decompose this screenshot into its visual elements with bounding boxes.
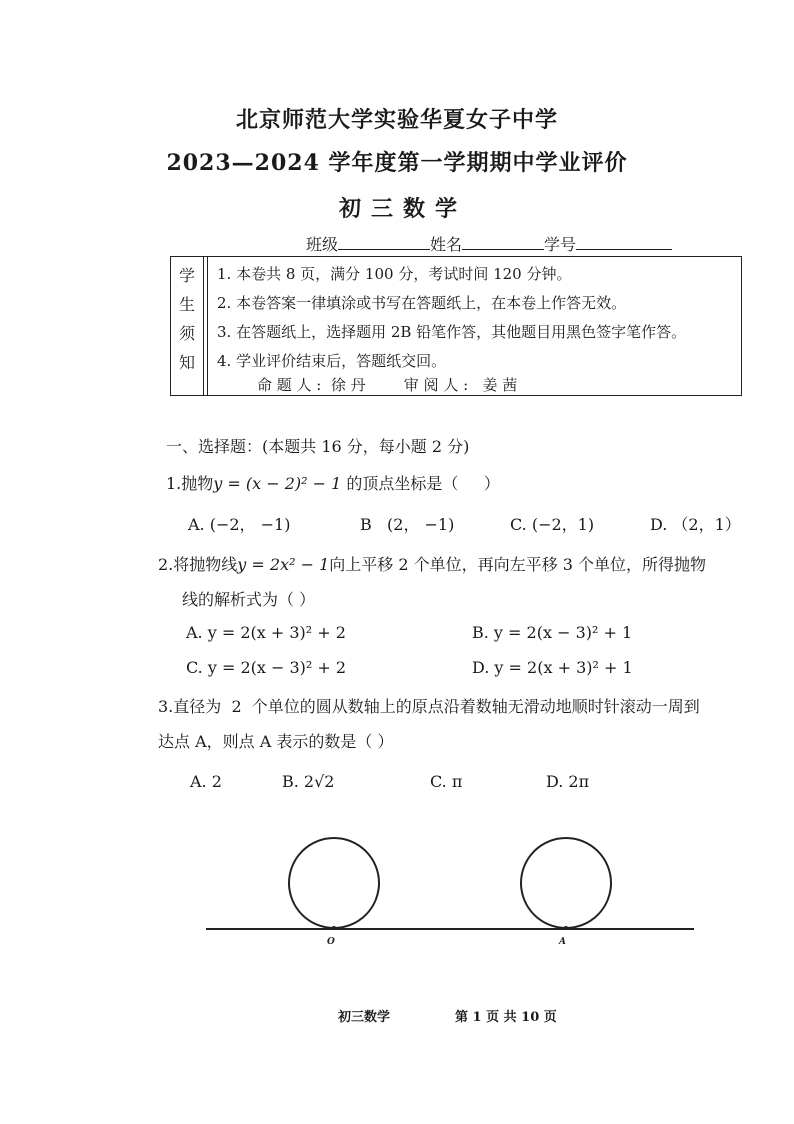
q3-option-c[interactable]: C. π <box>430 772 463 791</box>
notice-authors: 命 题 人 : 徐 丹 审 阅 人 : 姜 茜 <box>257 376 518 394</box>
q2-option-a[interactable]: A. y = 2(x + 3)² + 2 <box>186 623 346 642</box>
q2-option-b[interactable]: B. y = 2(x − 3)² + 1 <box>472 623 633 642</box>
q2-option-d[interactable]: D. y = 2(x + 3)² + 1 <box>472 658 633 677</box>
student-notice-box <box>170 256 742 396</box>
origin-label: O <box>327 937 335 947</box>
footer-page: 第 1 页 共 10 页 <box>455 1010 557 1025</box>
question-2 <box>158 552 706 575</box>
subject-title: 初三数学 <box>338 196 467 222</box>
q3-option-d[interactable]: D. 2π <box>546 772 590 791</box>
circle-at-point-a <box>521 838 611 928</box>
q3-option-b[interactable]: B. 2√2 <box>282 772 335 791</box>
notice-heading-char: 知 <box>179 353 196 372</box>
school-title: 北京师范大学实验华夏女子中学 <box>235 107 558 133</box>
q1-option-b[interactable]: B (2， −1) <box>360 515 455 534</box>
question-2-line2: 线的解析式为（ ） <box>182 590 316 609</box>
notice-item: 1. 本卷共 8 页，满分 100 分，考试时间 120 分钟。 <box>217 265 572 283</box>
question-3: 3.直径为 2 个单位的圆从数轴上的原点沿着数轴无滑动地顺时针滚动一周到 <box>158 697 700 716</box>
origin-point <box>332 926 336 930</box>
footer-subject: 初三数学 <box>338 1010 391 1025</box>
q1-formula: y = (x − 2)² − 1 <box>213 474 342 493</box>
q2-suffix: 向上平移 2 个单位，再向左平移 3 个单位，所得抛物 <box>329 555 706 574</box>
notice-item: 2. 本卷答案一律填涂或书写在答题纸上，在本卷上作答无效。 <box>217 294 627 312</box>
id-label: 学号 <box>544 235 577 254</box>
rolling-circle-figure <box>200 820 700 950</box>
exam-title: 2023—2024 学年度第一学期期中学业评价 <box>166 150 628 176</box>
q1-prefix: 1.抛物 <box>166 474 214 493</box>
q2-prefix: 2.将抛物线 <box>158 555 238 574</box>
q1-option-a[interactable]: A. (−2， −1) <box>188 515 291 534</box>
notice-item: 4. 学业评价结束后，答题纸交回。 <box>217 352 447 370</box>
point-a-label: A <box>559 937 566 947</box>
q1-suffix: 的顶点坐标是（ ） <box>341 474 500 493</box>
q1-option-d[interactable]: D. （2，1） <box>650 515 741 534</box>
class-label: 班级 <box>306 235 339 254</box>
notice-heading-char: 生 <box>179 295 196 314</box>
notice-heading-char: 须 <box>179 324 196 343</box>
id-field[interactable] <box>576 233 672 250</box>
q1-option-c[interactable]: C. (−2，1) <box>510 515 595 534</box>
name-field[interactable] <box>462 233 544 250</box>
notice-divider-inner <box>207 257 208 395</box>
q2-option-c[interactable]: C. y = 2(x − 3)² + 2 <box>186 658 347 677</box>
q2-formula: y = 2x² − 1 <box>237 555 330 574</box>
info-fields <box>306 232 672 255</box>
q3-option-a[interactable]: A. 2 <box>190 772 222 791</box>
section-heading: 一、选择题：(本题共 16 分，每小题 2 分) <box>166 437 470 456</box>
notice-divider <box>203 257 204 395</box>
notice-item: 3. 在答题纸上，选择题用 2B 铅笔作答，其他题目用黑色签字笔作答。 <box>217 323 687 341</box>
point-a <box>564 926 568 930</box>
name-label: 姓名 <box>430 235 463 254</box>
question-1 <box>166 471 500 494</box>
class-field[interactable] <box>338 233 430 250</box>
question-3-line2: 达点 A，则点 A 表示的数是（ ） <box>158 732 394 751</box>
notice-heading-char: 学 <box>179 266 196 285</box>
circle-at-origin <box>289 838 379 928</box>
